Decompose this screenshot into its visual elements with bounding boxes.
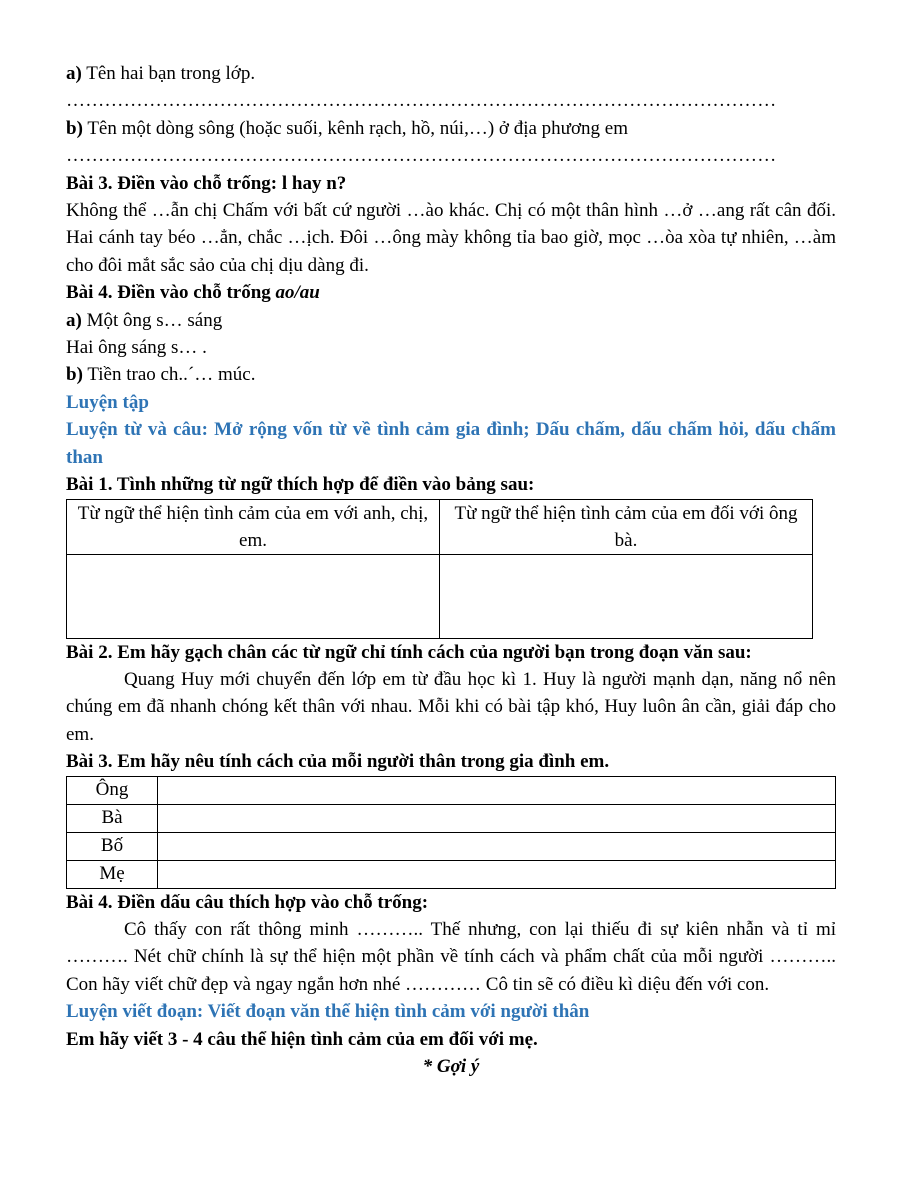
lt-bai1-title: Bài 1. Tình những từ ngữ thích hợp để điền vào bảng sau: [66, 474, 535, 496]
viet-doan-heading: Luyện viết đoạn: Viết đoạn văn thể hiện tình cảm với người thân [66, 1001, 590, 1023]
task-a [66, 60, 836, 87]
viet-doan-task: Em hãy viết 3 - 4 câu thể hiện tình cảm của em đối với mẹ. [66, 1028, 538, 1050]
table-row [67, 804, 836, 832]
lt-bai2-title: Bài 2. Em hãy gạch chân các từ ngữ chỉ tính cách của người bạn trong đoạn văn sau: [66, 641, 752, 663]
task-b-text: Tên một dòng sông (hoặc suối, kênh rạch, hồ, núi,…) ở địa phương em [82, 117, 628, 139]
bai4-b-text: Tiền trao ch..´… múc. [82, 364, 256, 386]
task-a-label: a) [66, 63, 82, 84]
task-b-label: b) [66, 117, 83, 139]
word-table-cell-siblings[interactable] [67, 554, 440, 638]
word-table-header-siblings: Từ ngữ thể hiện tình cảm của em với anh, chị, em. [67, 499, 440, 554]
bai4-b [66, 361, 836, 388]
table-row [67, 860, 836, 888]
family-label: Bà [67, 804, 158, 832]
table-row [67, 776, 836, 804]
bai3-text: Không thể …ẫn chị Chấm với bất cứ người …ào khác. Chị có một thân hình …ở …ang rất cân đối. Hai cánh tay béo …ẳn, chắc …ịch. Đôi …ông mày không tỉa bao giờ, mọc …òa xòa tự nhiên, …àm cho đôi mắt sắc sảo của chị dịu dàng đi. [66, 200, 836, 276]
bai4-line2: Hai ông sáng s… . [66, 337, 207, 359]
family-answer-cell[interactable] [158, 776, 836, 804]
bai4-title-italic: ao/au [275, 282, 320, 304]
bai4-b-label: b) [66, 364, 83, 386]
bai4-title-text: Bài 4. Điền vào chỗ trống [66, 282, 276, 304]
bai4-a [66, 307, 836, 334]
family-label: Bố [67, 832, 158, 860]
bai4-title [66, 279, 836, 306]
word-table-header-grandparents: Từ ngữ thể hiện tình cảm của em đối với ông bà. [440, 499, 813, 554]
luyen-tap-heading: Luyện tập [66, 391, 149, 413]
hint-label: * Gợi ý [422, 1055, 480, 1077]
word-table-cell-grandparents[interactable] [440, 554, 813, 638]
family-answer-cell[interactable] [158, 832, 836, 860]
luyen-tu-va-cau-heading: Luyện từ và câu: Mở rộng vốn từ về tình cảm gia đình; Dấu chấm, dấu chấm hỏi, dấu chấm than [66, 419, 836, 468]
family-answer-cell[interactable] [158, 860, 836, 888]
bai4-a-text: Một ông s… sáng [81, 309, 223, 331]
bai4-a-label: a) [66, 309, 82, 331]
lt-bai4-title: Bài 4. Điền dấu câu thích hợp vào chỗ trống: [66, 891, 429, 913]
table-row [67, 832, 836, 860]
lt-bai2-text: Quang Huy mới chuyển đến lớp em từ đầu học kì 1. Huy là người mạnh dạn, năng nổ nên chúng em đã nhanh chóng kết thân với nhau. Mỗi khi có bài tập khó, Huy luôn ân cần, giải đáp cho em. [66, 668, 836, 745]
answer-line-1: ………………………………………………………………………………………………… [66, 90, 777, 112]
answer-line-2: ………………………………………………………………………………………………… [66, 145, 777, 167]
bai3-title: Bài 3. Điền vào chỗ trống: l hay n? [66, 172, 347, 194]
family-label: Mẹ [67, 860, 158, 888]
family-table [66, 776, 836, 889]
task-b [66, 115, 836, 142]
family-answer-cell[interactable] [158, 804, 836, 832]
worksheet-page [66, 60, 836, 1080]
lt-bai3-title: Bài 3. Em hãy nêu tính cách của mỗi người thân trong gia đình em. [66, 751, 610, 773]
task-a-text: Tên hai bạn trong lớp. [81, 63, 256, 84]
lt-bai4-text: Cô thấy con rất thông minh ……….. Thế nhưng, con lại thiếu đi sự kiên nhẫn và tỉ mỉ ………. Nét chữ chính là sự thể hiện một phần về tính cách và phẩm chất của mỗi người ……….. Con hãy viết chữ đẹp và ngay ngắn hơn nhé ………… Cô tin sẽ có điều kì diệu đến với con. [66, 918, 836, 995]
word-table [66, 499, 813, 639]
family-label: Ông [67, 776, 158, 804]
